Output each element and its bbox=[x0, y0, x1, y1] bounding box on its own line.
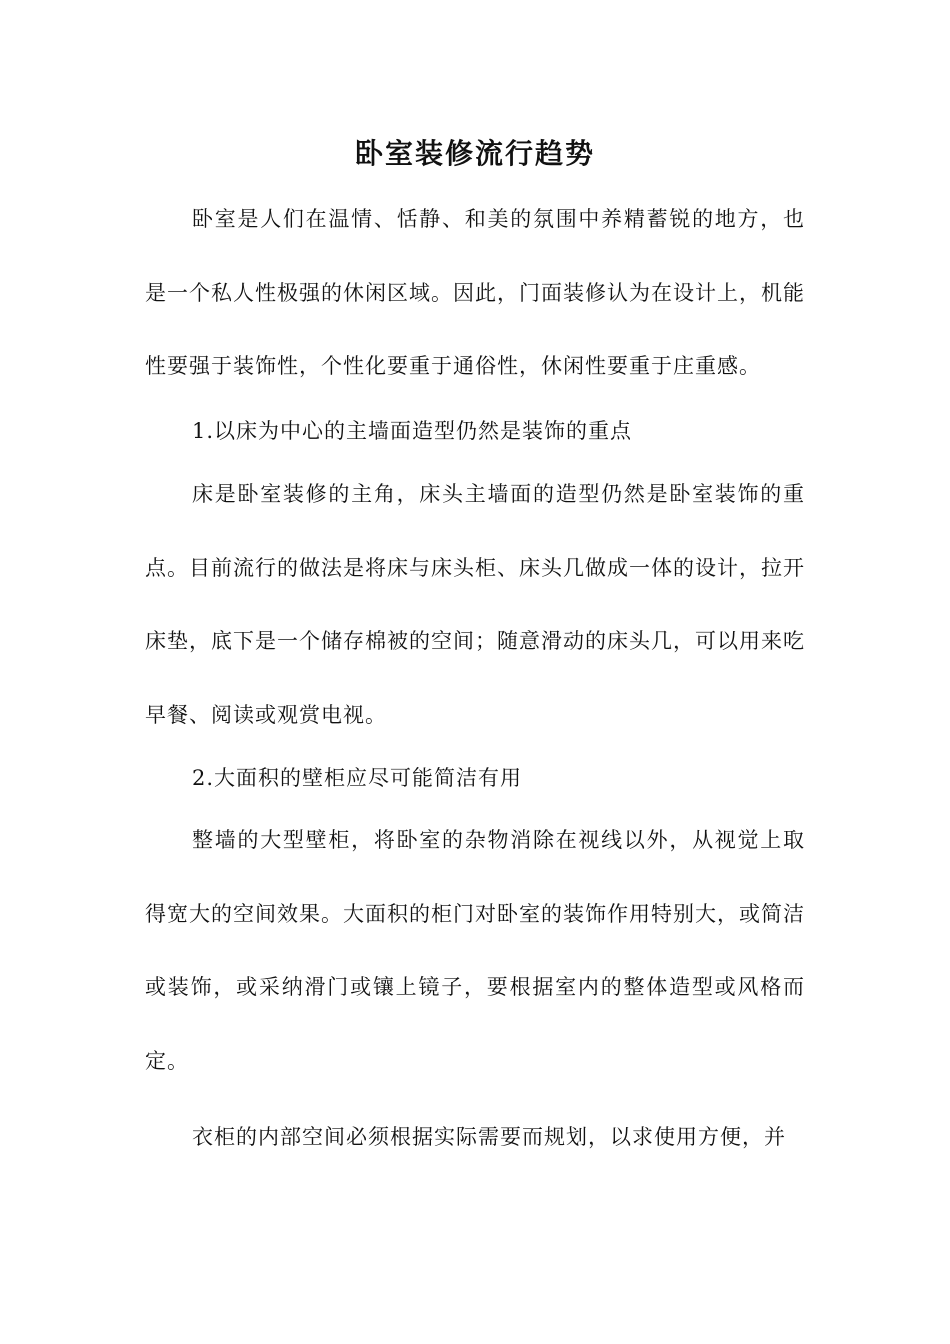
paragraph-wardrobe-interior: 衣柜的内部空间必须根据实际需要而规划，以求使用方便，并 bbox=[192, 1125, 786, 1149]
paragraph-bed-wall: 床是卧室装修的主角，床头主墙面的造型仍然是卧室装饰的重点。目前流行的做法是将床与床头柜、床头几做成一体的设计，拉开床垫，底下是一个储存棉被的空间；随意滑动的床头几，可以用来吃早餐、阅读或观赏电视。 bbox=[145, 482, 805, 727]
paragraph-wardrobe: 整墙的大型壁柜，将卧室的杂物消除在视线以外，从视觉上取得宽大的空间效果。大面积的柜门对卧室的装饰作用特别大，或简洁或装饰，或采纳滑门或镶上镜子，要根据室内的整体造型或风格而定。 bbox=[145, 828, 805, 1073]
section-heading-1: 1.以床为中心的主墙面造型仍然是装饰的重点 bbox=[192, 419, 633, 443]
paragraph-intro: 卧室是人们在温情、恬静、和美的氛围中养精蓄锐的地方，也是一个私人性极强的休闲区域。因此，门面装修认为在设计上，机能性要强于装饰性，个性化要重于通俗性，休闲性要重于庄重感。 bbox=[145, 207, 805, 378]
section-heading-2: 2.大面积的壁柜应尽可能简洁有用 bbox=[192, 766, 523, 790]
document-title: 卧室装修流行趋势 bbox=[354, 137, 595, 170]
